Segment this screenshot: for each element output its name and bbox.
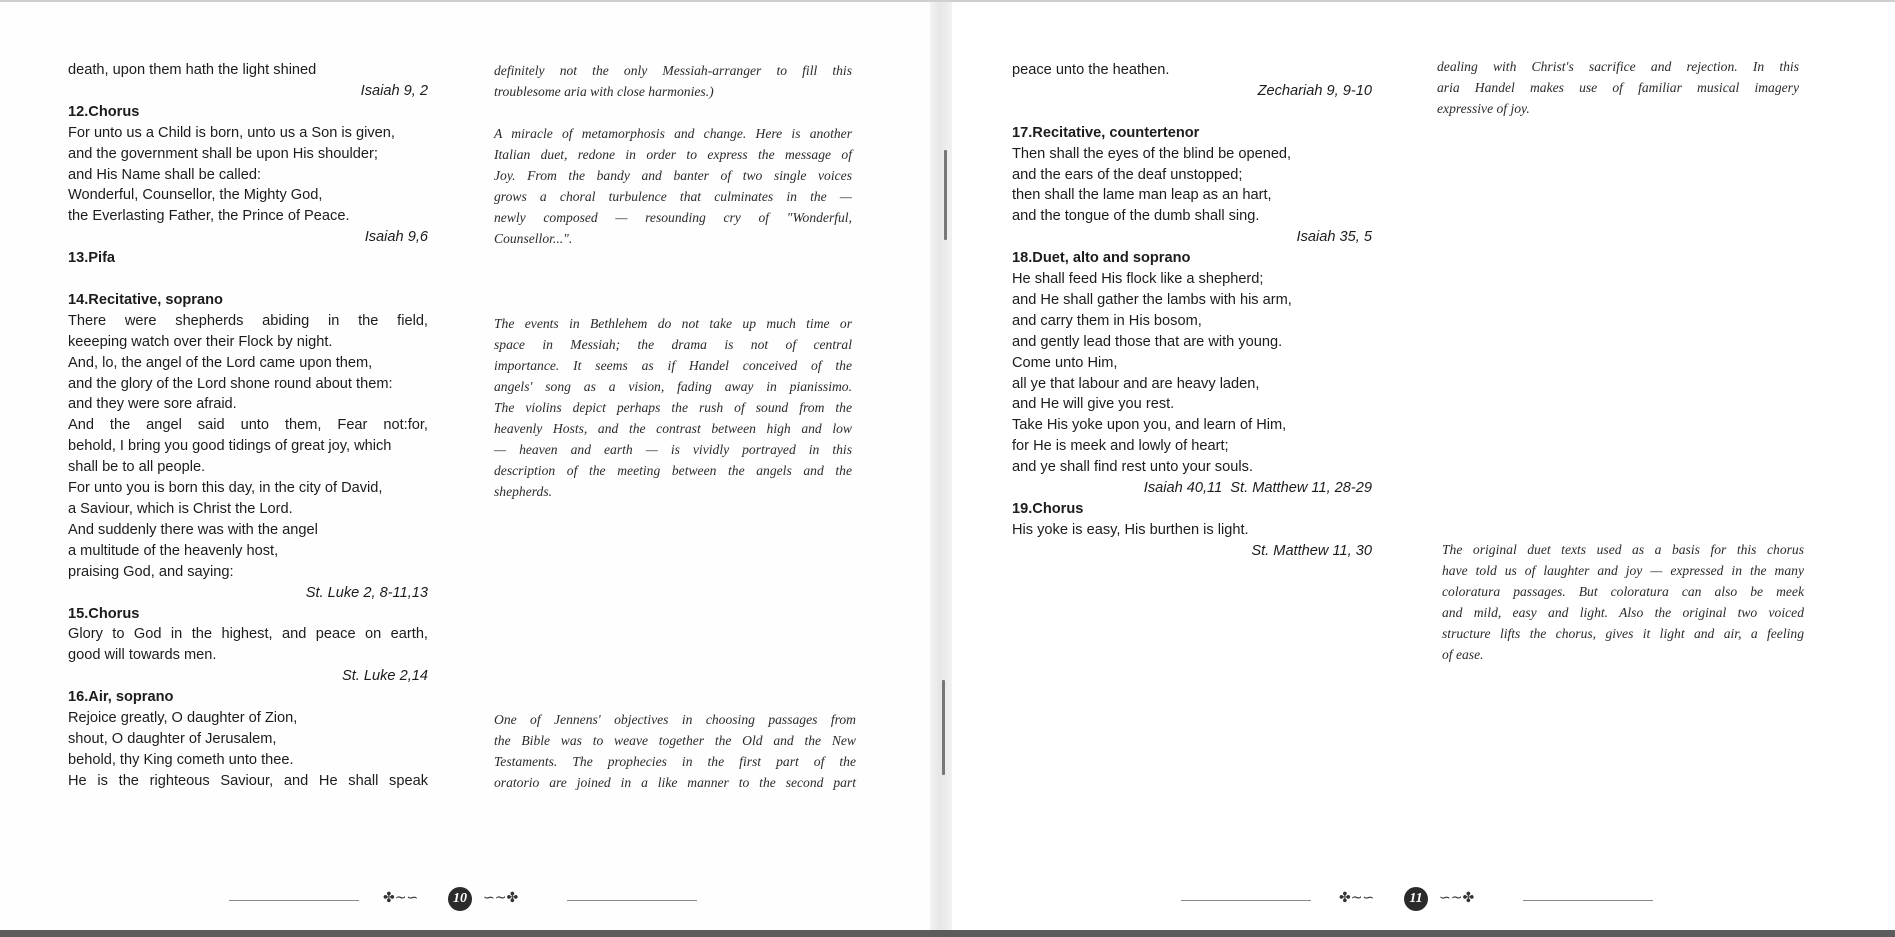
commentary-line: One of Jennens' objectives in choosing passages from <box>494 712 856 727</box>
lyric-line: a multitude of the heavenly host, <box>68 542 279 559</box>
commentary-line: dealing with Christ's sacrifice and rejection. In this <box>1437 59 1799 74</box>
lyric-line: and He shall gather the lambs with his arm, <box>1012 291 1292 308</box>
lyric-line: His yoke is easy, His burthen is light. <box>1012 521 1249 538</box>
commentary-line: Counsellor...". <box>494 231 573 246</box>
scripture-reference: Zechariah 9, 9-10 <box>1257 82 1372 99</box>
commentary-line: The violins depict perhaps the rush of sound from the <box>494 400 852 415</box>
commentary-line: the Bible was to weave together the Old and the New <box>494 733 856 748</box>
commentary-line: aria Handel makes use of familiar musical imagery <box>1437 80 1799 95</box>
section-heading-15: 15.Chorus <box>68 605 140 622</box>
lyric-line: all ye that labour and are heavy laden, <box>1012 375 1260 392</box>
ornament-flourish-icon: ✤~∽ <box>383 890 419 906</box>
commentary-line: — heaven and earth — is vividly portrayed in this <box>494 442 852 457</box>
lyric-line: for He is meek and lowly of heart; <box>1012 438 1229 455</box>
scripture-reference: Isaiah 9,6 <box>364 229 428 246</box>
binding-staple-top <box>944 150 947 240</box>
section-heading-17: 17.Recitative, countertenor <box>1012 124 1200 141</box>
lyric-line: and ye shall find rest unto your souls. <box>1012 459 1253 476</box>
right-commentary-block-2 <box>1442 539 1804 665</box>
lyric-line: keeeping watch over their Flock by night. <box>68 333 333 350</box>
lyric-line: Come unto Him, <box>1012 354 1118 371</box>
commentary-line: angels' song as a vision, fading away in pianissimo. <box>494 379 852 394</box>
commentary-line: of ease. <box>1442 647 1484 662</box>
lyric-line: and He will give you rest. <box>1012 396 1175 413</box>
commentary-line: oratorio are joined in a like manner to the second part <box>494 775 856 790</box>
commentary-line: have told us of laughter and joy — expressed in the many <box>1442 563 1804 578</box>
commentary-line: expressive of joy. <box>1437 101 1530 116</box>
top-edge <box>0 0 1895 2</box>
left-commentary-block-4 <box>494 709 856 793</box>
commentary-line: shepherds. <box>494 484 553 499</box>
lyric-line: and His Name shall be called: <box>68 166 262 183</box>
section-heading-14: 14.Recitative, soprano <box>68 291 223 308</box>
commentary-line: troublesome aria with close harmonies.) <box>494 84 714 99</box>
binding-staple-bottom <box>942 680 945 775</box>
left-commentary-block-2 <box>494 123 852 249</box>
lyric-line: the Everlasting Father, the Prince of Peace. <box>68 208 350 225</box>
commentary-line: space in Messiah; the drama is not of central <box>494 337 852 352</box>
commentary-line: heavenly Hosts, and the contrast between high and low <box>494 421 852 436</box>
commentary-line: structure lifts the chorus, gives it light and air, a feeling <box>1442 626 1804 641</box>
lyric-line: Then shall the eyes of the blind be opened, <box>1012 145 1292 162</box>
section-heading-13: 13.Pifa <box>68 250 116 267</box>
lyric-line: and gently lead those that are with young. <box>1012 333 1283 350</box>
lyric-line: praising God, and saying: <box>68 563 234 580</box>
lyric-line: and the government shall be upon His shoulder; <box>68 145 378 162</box>
lyric-line: behold, thy King cometh unto thee. <box>68 751 294 768</box>
commentary-line: A miracle of metamorphosis and change. Here is another <box>494 126 852 141</box>
lyric-line: And suddenly there was with the angel <box>68 521 318 538</box>
ornament-rule <box>567 900 697 901</box>
commentary-line: description of the meeting between the angels and the <box>494 463 852 478</box>
lyric-line: and the glory of the Lord shone round about them: <box>68 375 393 392</box>
right-commentary-block-1 <box>1437 56 1799 119</box>
lyric-line: and the ears of the deaf unstopped; <box>1012 166 1243 183</box>
commentary-line: grows a choral turbulence that culminates in the — <box>494 189 852 204</box>
lyric-line: Glory to God in the highest, and peace on earth, <box>68 626 428 643</box>
page-gutter <box>930 0 952 937</box>
lyric-line: and the tongue of the dumb shall sing. <box>1012 208 1260 225</box>
lyric-line: good will towards men. <box>68 647 217 664</box>
lyric-line: For unto you is born this day, in the city of David, <box>68 480 383 497</box>
lyric-line: For unto us a Child is born, unto us a Son is given, <box>68 124 395 141</box>
left-commentary-block-3 <box>494 313 852 502</box>
right-lyrics-column <box>1012 60 1372 562</box>
lyric-line: and they were sore afraid. <box>68 396 237 413</box>
commentary-line: Joy. From the bandy and banter of two single voices <box>494 168 852 183</box>
commentary-line: and mild, easy and light. Also the original two voiced <box>1442 605 1804 620</box>
lyric-line: shall be to all people. <box>68 459 206 476</box>
bottom-edge <box>0 930 1895 937</box>
section-heading-19: 19.Chorus <box>1012 501 1084 518</box>
lyric-line: Rejoice greatly, O daughter of Zion, <box>68 710 298 727</box>
scripture-reference: Isaiah 40,11 St. Matthew 11, 28-29 <box>1143 480 1372 497</box>
lyric-line: And, lo, the angel of the Lord came upon them, <box>68 354 373 371</box>
ornament-rule <box>229 900 359 901</box>
lyric-line: shout, O daughter of Jerusalem, <box>68 730 277 747</box>
commentary-line: newly composed — resounding cry of "Wonderful, <box>494 210 852 225</box>
section-heading-18: 18.Duet, alto and soprano <box>1012 250 1191 267</box>
lyric-line: and carry them in His bosom, <box>1012 312 1202 329</box>
page-number-ornament-left <box>295 884 625 914</box>
page-number: 11 <box>1404 887 1428 911</box>
section-heading-16: 16.Air, soprano <box>68 689 174 706</box>
lyric-line: There were shepherds abiding in the field, <box>68 312 428 329</box>
lyric-line: death, upon them hath the light shined <box>68 62 317 78</box>
ornament-flourish-icon: ∽~✤ <box>483 890 519 906</box>
scripture-reference: St. Luke 2, 8-11,13 <box>305 584 428 601</box>
scripture-reference: Isaiah 35, 5 <box>1296 229 1372 246</box>
ornament-rule <box>1523 900 1653 901</box>
commentary-line: Testaments. The prophecies in the first part of the <box>494 754 856 769</box>
lyric-line: then shall the lame man leap as an hart, <box>1012 187 1272 204</box>
spacer <box>1012 102 1372 123</box>
scripture-reference: Isaiah 9, 2 <box>360 82 428 99</box>
left-commentary-block-1 <box>494 60 852 102</box>
left-lyrics-column <box>68 60 428 792</box>
scripture-reference: St. Matthew 11, 30 <box>1251 542 1372 559</box>
lyric-line: Wonderful, Counsellor, the Mighty God, <box>68 187 323 204</box>
ornament-flourish-icon: ✤~∽ <box>1339 890 1375 906</box>
commentary-line: Italian duet, redone in order to express the message of <box>494 147 852 162</box>
ornament-flourish-icon: ∽~✤ <box>1439 890 1475 906</box>
lyric-line: a Saviour, which is Christ the Lord. <box>68 501 293 518</box>
scripture-reference: St. Luke 2,14 <box>341 668 428 685</box>
lyric-line: Take His yoke upon you, and learn of Him, <box>1012 417 1287 434</box>
page-number: 10 <box>448 887 472 911</box>
commentary-line: coloratura passages. But coloratura can also be meek <box>1442 584 1804 599</box>
lyric-line: And the angel said unto them, Fear not:for, <box>68 417 428 434</box>
commentary-line: The original duet texts used as a basis for this chorus <box>1442 542 1804 557</box>
lyric-line: behold, I bring you good tidings of great joy, which <box>68 438 392 455</box>
commentary-line: The events in Bethlehem do not take up much time or <box>494 316 852 331</box>
ornament-rule <box>1181 900 1311 901</box>
lyric-line: peace unto the heathen. <box>1012 62 1170 78</box>
page-number-ornament-right <box>1251 884 1581 914</box>
section-heading-12: 12.Chorus <box>68 103 140 120</box>
lyric-line: He is the righteous Saviour, and He shall speak <box>68 772 428 789</box>
spacer <box>68 269 428 290</box>
commentary-line: definitely not the only Messiah-arranger to fill this <box>494 63 852 78</box>
commentary-line: importance. It seems as if Handel conceived of the <box>494 358 852 373</box>
lyric-line: He shall feed His flock like a shepherd; <box>1012 271 1264 288</box>
